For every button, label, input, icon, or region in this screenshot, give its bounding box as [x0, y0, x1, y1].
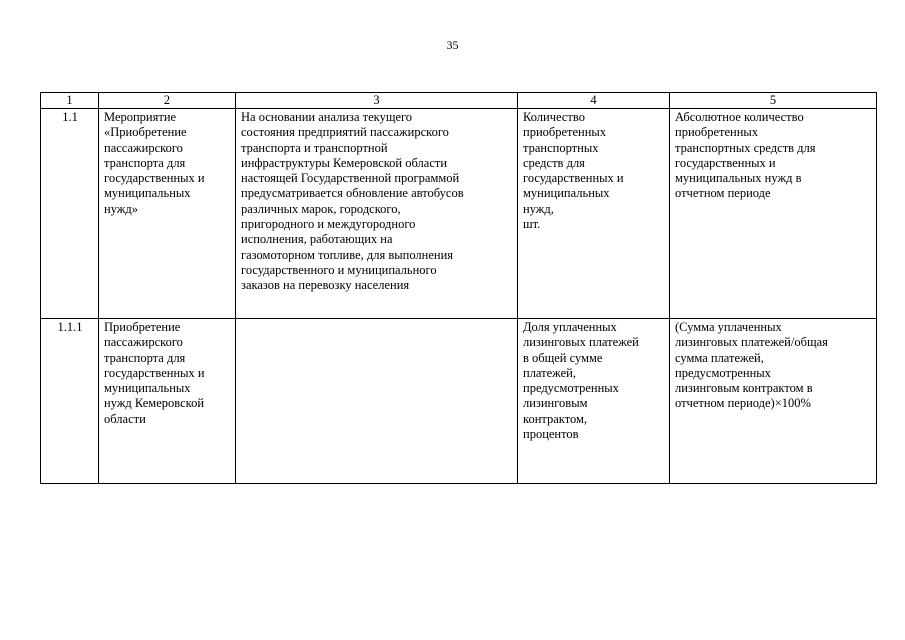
- table-row: [41, 109, 877, 319]
- cell-text-line: лизинговых платежей/общая: [675, 335, 828, 350]
- cell-text-line: нужд»: [104, 201, 139, 216]
- cell-text-line: сумма платежей,: [675, 350, 764, 365]
- cell-text-line: пассажирского: [104, 140, 183, 155]
- table-header-row: [41, 93, 877, 109]
- cell-text-line: муниципальных: [104, 186, 191, 201]
- cell-text-line: лизинговых платежей: [523, 335, 639, 350]
- cell-text-line: Приобретение: [104, 320, 181, 334]
- cell-text-line: исполнения, работающих на: [241, 232, 393, 247]
- header-cell-1: 1: [41, 93, 99, 109]
- header-cell-2: 2: [99, 93, 236, 109]
- cell-text-line: процентов: [523, 427, 579, 442]
- cell-text-line: контрактом,: [523, 411, 588, 426]
- cell-text-line: шт.: [523, 217, 541, 232]
- cell-text-line: государственных и: [523, 171, 624, 186]
- cell-text-line: нужд,: [523, 201, 554, 216]
- cell-text-line: предусмотренных: [523, 381, 619, 396]
- cell-text-line: государственных и: [675, 155, 776, 170]
- cell-text-line: государственного и муниципального: [241, 262, 437, 277]
- cell-text-line: средств для: [523, 155, 585, 170]
- cell-text-line: транспорта для: [104, 350, 186, 365]
- cell-text-line: «Приобретение: [104, 125, 187, 140]
- header-cell-4: 4: [518, 93, 670, 109]
- cell-text-line: нужд Кемеровской: [104, 396, 205, 411]
- cell-text-line: различных марок, городского,: [241, 201, 401, 216]
- cell-text-line: муниципальных: [523, 186, 610, 201]
- cell-text-line: лизинговым: [523, 396, 588, 411]
- row-number: 1.1.1: [41, 319, 99, 484]
- cell-text-line: платежей,: [523, 365, 576, 380]
- cell-text-line: Доля уплаченных: [523, 320, 617, 334]
- description-cell: [236, 319, 518, 484]
- cell-text-line: пассажирского: [104, 335, 183, 350]
- calculation-cell: [670, 109, 877, 319]
- cell-text-line: Мероприятие: [104, 110, 177, 124]
- cell-text-line: лизинговым контрактом в: [675, 381, 813, 396]
- cell-text-line: муниципальных нужд в: [675, 171, 802, 186]
- cell-text-line: предусматривается обновление автобусов: [241, 186, 464, 201]
- cell-text-line: Абсолютное количество: [675, 110, 804, 124]
- cell-text-line: отчетном периоде: [675, 186, 771, 201]
- cell-text-line: предусмотренных: [675, 365, 771, 380]
- cell-text-line: (Сумма уплаченных: [675, 320, 782, 334]
- header-cell-3: 3: [236, 93, 518, 109]
- cell-text-line: Количество: [523, 110, 585, 124]
- cell-text-line: На основании анализа текущего: [241, 110, 413, 124]
- cell-text-line: заказов на перевозку населения: [241, 278, 410, 293]
- indicators-table: [40, 92, 877, 484]
- cell-text-line: газомоторном топливе, для выполнения: [241, 247, 454, 262]
- indicator-cell: [518, 319, 670, 484]
- cell-text-line: области: [104, 411, 146, 426]
- header-cell-5: 5: [670, 93, 877, 109]
- indicator-cell: [518, 109, 670, 319]
- cell-text-line: государственных и: [104, 365, 205, 380]
- calculation-cell: [670, 319, 877, 484]
- cell-text-line: муниципальных: [104, 381, 191, 396]
- cell-text-line: транспорта для: [104, 155, 186, 170]
- cell-text-line: приобретенных: [675, 125, 759, 140]
- cell-text-line: государственных и: [104, 171, 205, 186]
- cell-text-line: транспорта и транспортной: [241, 140, 388, 155]
- event-name-cell: [99, 319, 236, 484]
- cell-text-line: транспортных: [523, 140, 599, 155]
- event-name-cell: [99, 109, 236, 319]
- table-row: [41, 319, 877, 484]
- row-number: 1.1: [41, 109, 99, 319]
- description-cell: [236, 109, 518, 319]
- cell-text-line: транспортных средств для: [675, 140, 816, 155]
- cell-text-line: пригородного и междугородного: [241, 217, 416, 232]
- cell-text-line: инфраструктуры Кемеровской области: [241, 155, 448, 170]
- page-number: 35: [446, 38, 459, 52]
- cell-text-line: состояния предприятий пассажирского: [241, 125, 449, 140]
- cell-text-line: в общей сумме: [523, 350, 603, 365]
- cell-text-line: приобретенных: [523, 125, 607, 140]
- cell-text-line: настоящей Государственной программой: [241, 171, 460, 186]
- cell-text-line: отчетном периоде)×100%: [675, 396, 811, 411]
